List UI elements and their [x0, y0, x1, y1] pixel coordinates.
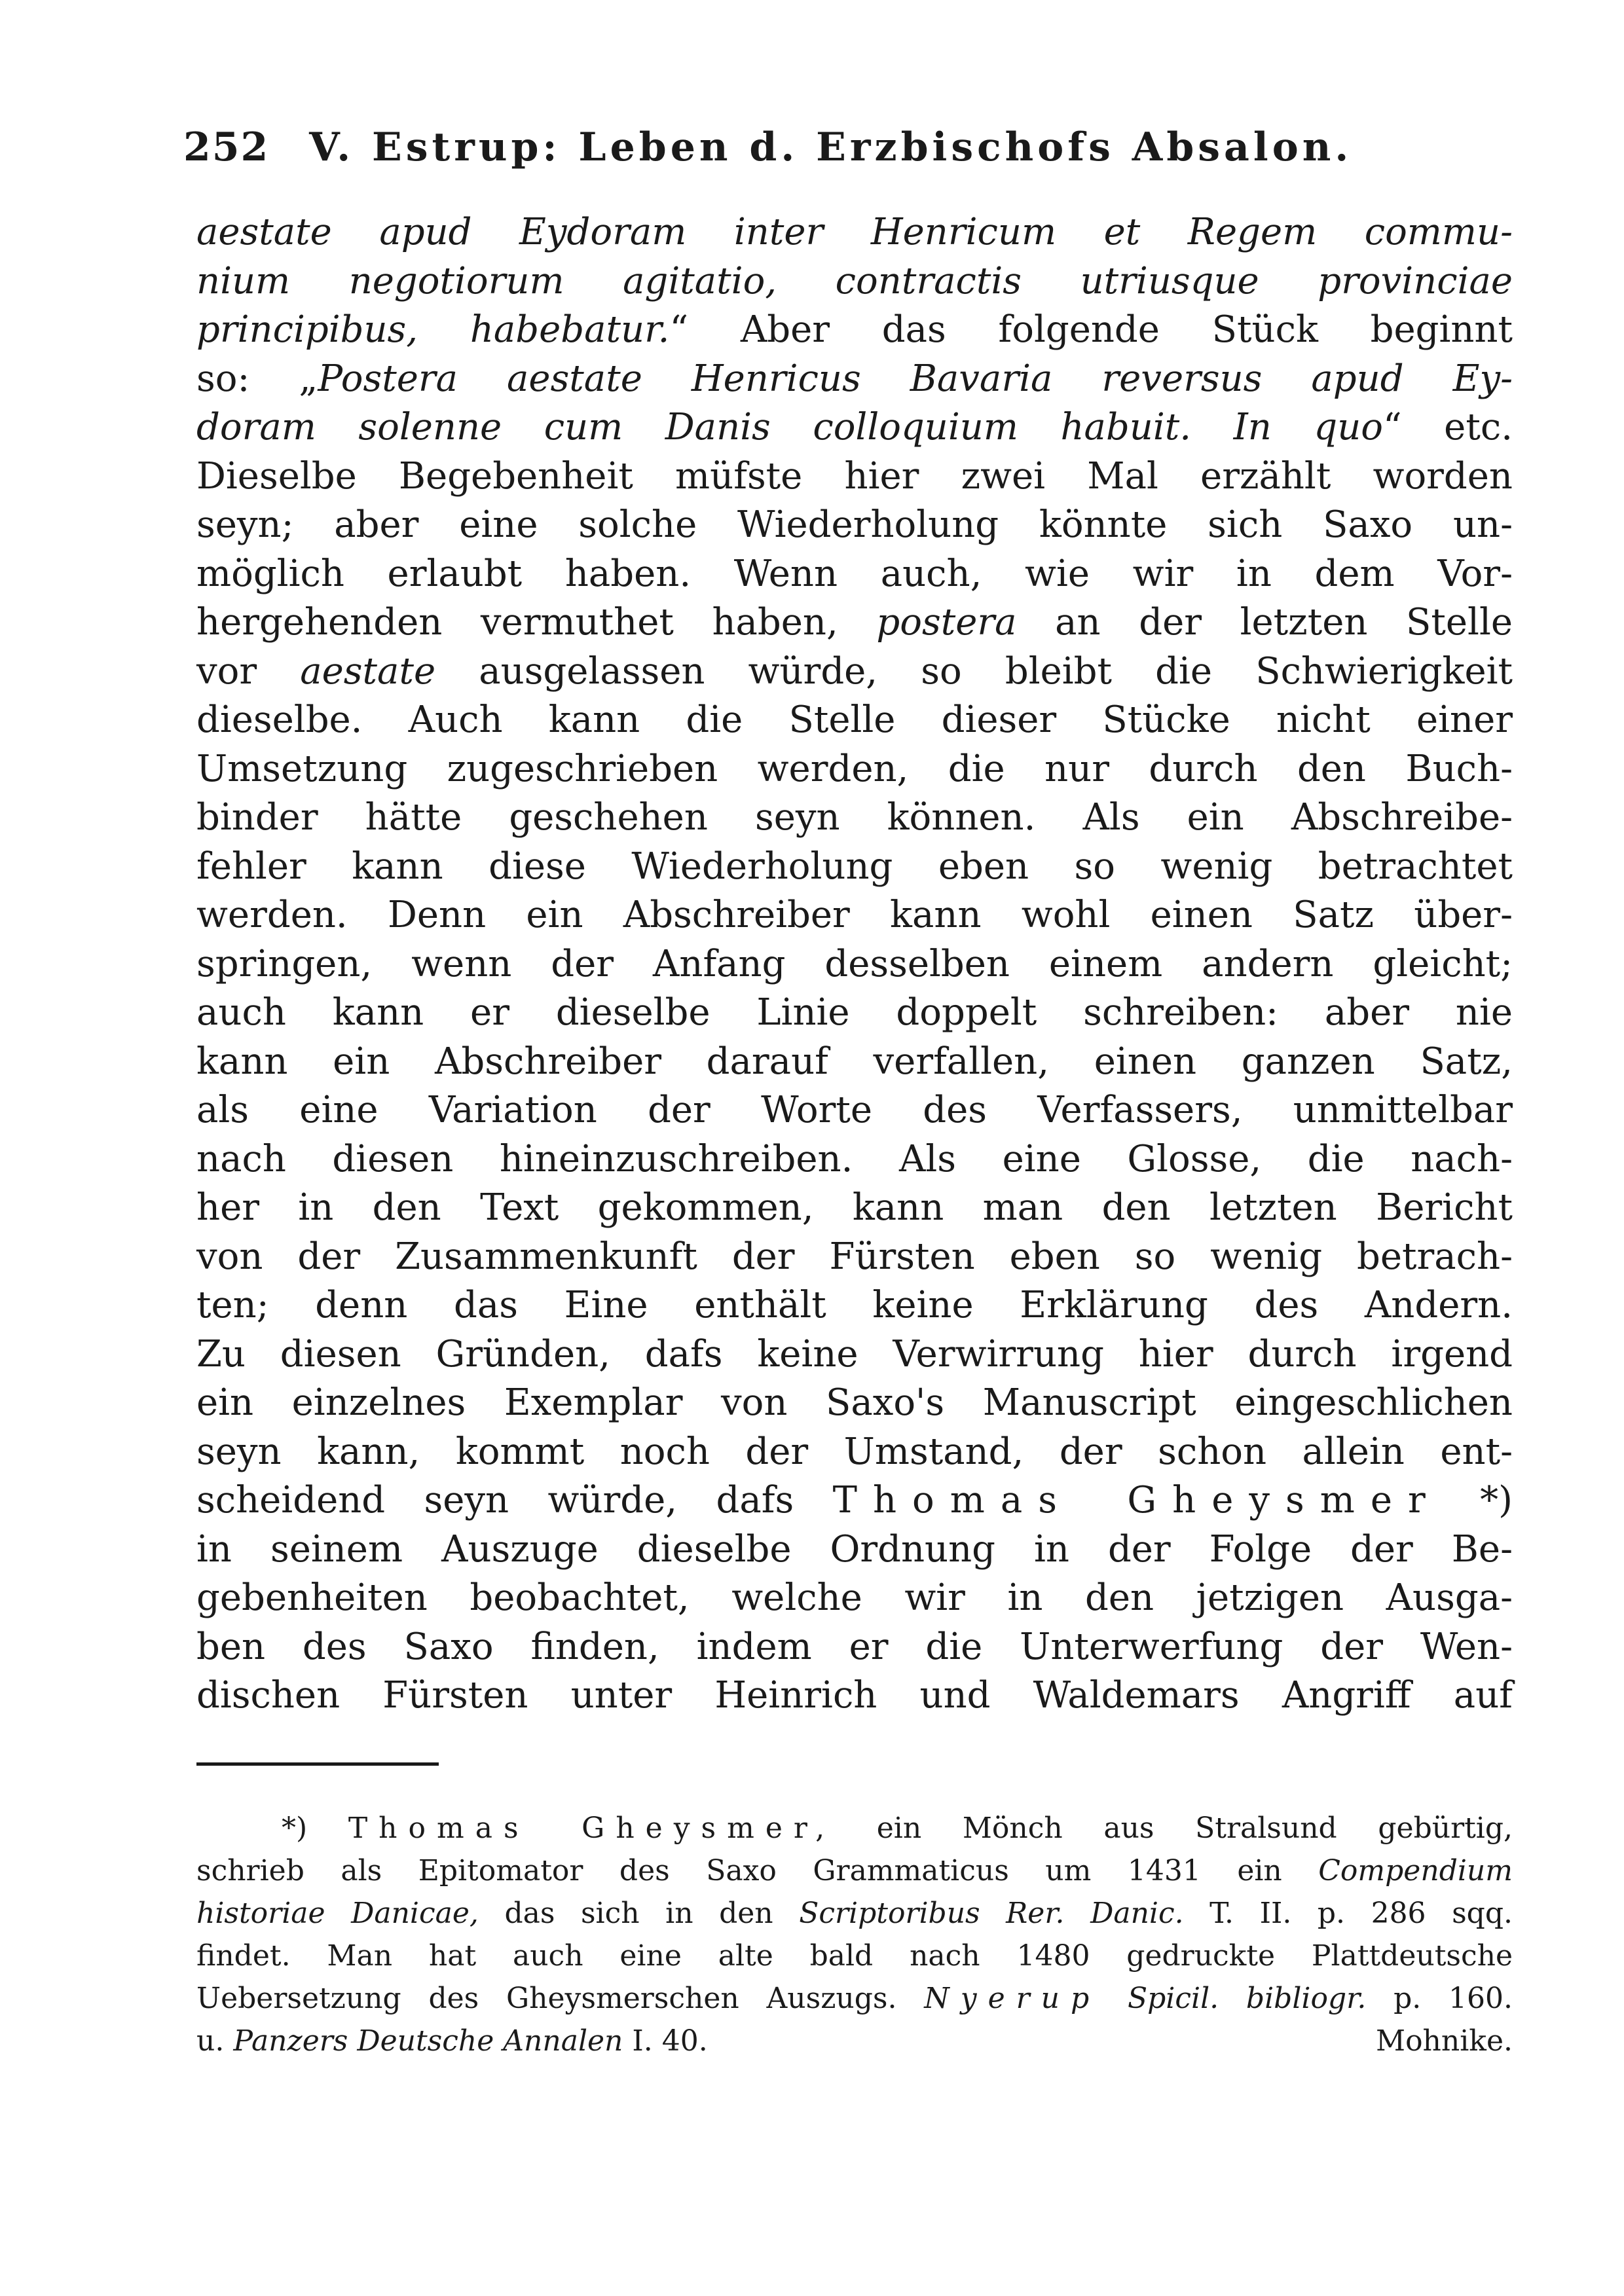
text-run: dieselbe. Auch kann die Stelle dieser Stücke nicht einer — [196, 699, 1513, 741]
text-line — [196, 1281, 1513, 1330]
text-line — [196, 745, 1513, 794]
text-run: fehler kann diese Wiederholung eben so wenig betrachtet — [196, 845, 1513, 888]
text-run: T. II. p. 286 sqq. — [1183, 1897, 1513, 1930]
text-run: als eine Variation der Worte des Verfassers, unmittelbar — [196, 1089, 1513, 1131]
page-number: 252 — [183, 124, 270, 170]
italic-text: principibus, habebatur. — [196, 308, 670, 351]
text-run: ausgelassen würde, so bleibt die Schwierigkeit — [435, 649, 1513, 693]
text-line — [196, 550, 1513, 599]
text-run: “ Aber das folgende Stück beginnt — [669, 308, 1513, 351]
text-line — [196, 1379, 1513, 1428]
text-run: Umsetzung zugeschrieben werden, die nur durch den Buch- — [196, 747, 1513, 790]
text-line — [196, 647, 1513, 697]
text-line — [196, 452, 1513, 501]
text-line — [196, 1086, 1513, 1135]
italic-text: Postera aestate Henricus Bavaria reversus apud Ey- — [318, 357, 1513, 400]
text-run: u. — [196, 2024, 234, 2058]
text-run: seyn; aber eine solche Wiederholung könnte sich Saxo un- — [196, 503, 1513, 546]
footnote-line — [196, 1850, 1513, 1892]
body-text — [196, 208, 1513, 1721]
italic-text: nium negotiorum agitatio, contractis utriusque provinciae — [196, 259, 1513, 302]
spaced-name: Thomas Gheysmer, — [348, 1812, 836, 1845]
text-run: so: „ — [196, 357, 318, 400]
italic-text: Compendium — [1318, 1854, 1513, 1887]
text-run: ein einzelnes Exemplar von Saxo's Manuscript eingeschlichen — [196, 1381, 1513, 1424]
text-line — [196, 1233, 1513, 1282]
text-line — [196, 1671, 1513, 1721]
text-line — [196, 403, 1513, 452]
text-line — [196, 1184, 1513, 1233]
footnote — [196, 1807, 1513, 2062]
text-line — [196, 843, 1513, 892]
text-line — [196, 891, 1513, 940]
italic-text: Panzers Deutsche Annalen — [233, 2024, 623, 2058]
text-run: binder hätte geschehen seyn können. Als ein Abschreibe- — [196, 796, 1513, 839]
text-line — [196, 1525, 1513, 1575]
text-run: I. 40. — [623, 2024, 708, 2058]
footnote-line — [196, 1935, 1513, 1977]
text-run: ben des Saxo finden, indem er die Unterwerfung der Wen- — [196, 1625, 1513, 1668]
text-line — [196, 940, 1513, 989]
text-line — [196, 989, 1513, 1038]
text-run: *) — [1441, 1479, 1513, 1522]
text-line — [196, 257, 1513, 306]
italic-text: Scriptoribus Rer. Danic. — [799, 1897, 1184, 1930]
text-line — [196, 1330, 1513, 1379]
italic-text: doram solenne cum Danis colloquium habuit. In quo — [196, 406, 1383, 448]
text-run: seyn kann, kommt noch der Umstand, der schon allein ent- — [196, 1430, 1513, 1473]
text-run: vor — [196, 649, 301, 693]
italic-text: Nyerup — [924, 1982, 1101, 2015]
footnote-separator — [196, 1762, 439, 1766]
text-run: *) — [282, 1812, 348, 1845]
text-run: gebenheiten beobachtet, welche wir in den jetzigen Ausga- — [196, 1576, 1513, 1619]
text-run: “ etc. — [1383, 406, 1513, 448]
text-line — [196, 208, 1513, 257]
text-run: dischen Fürsten unter Heinrich und Waldemars Angriff auf — [196, 1674, 1513, 1717]
text-run: Zu diesen Gründen, dafs keine Verwirrung hier durch irgend — [196, 1332, 1513, 1376]
text-run: schrieb als Epitomator des Saxo Grammaticus um 1431 ein — [196, 1854, 1319, 1887]
text-line — [196, 1574, 1513, 1623]
footnote-line — [196, 2020, 1513, 2062]
footnote-line — [196, 1892, 1513, 1935]
running-header — [183, 124, 1486, 170]
text-line — [196, 1038, 1513, 1087]
text-run: werden. Denn ein Abschreiber kann wohl einen Satz über- — [196, 894, 1513, 936]
text-line — [196, 1135, 1513, 1184]
text-run: scheidend seyn würde, dafs — [196, 1479, 833, 1522]
text-run: springen, wenn der Anfang desselben einem andern gleicht; — [196, 942, 1513, 985]
text-line — [196, 598, 1513, 647]
text-line — [196, 696, 1513, 745]
text-run: her in den Text gekommen, kann man den letzten Bericht — [196, 1186, 1513, 1229]
footnote-line — [196, 1977, 1513, 2020]
text-run: kann ein Abschreiber darauf verfallen, einen ganzen Satz, — [196, 1040, 1513, 1083]
text-run: hergehenden vermuthet haben, — [196, 601, 877, 644]
spaced-name: Thomas Gheysmer — [832, 1479, 1441, 1522]
text-run — [1100, 1982, 1128, 2015]
text-run: an der letzten Stelle — [1016, 601, 1513, 644]
text-line — [196, 501, 1513, 550]
text-run: auch kann er dieselbe Linie doppelt schreiben: aber nie — [196, 991, 1513, 1034]
text-line — [196, 1623, 1513, 1672]
text-run: Uebersetzung des Gheysmerschen Auszugs. — [196, 1982, 925, 2015]
text-run: findet. Man hat auch eine alte bald nach 1480 gedruckte Plattdeutsche — [196, 1939, 1513, 1973]
text-run: ten; denn das Eine enthält keine Erklärung des Andern. — [196, 1284, 1513, 1326]
italic-text: aestate apud Eydoram inter Henricum et Regem commu- — [196, 211, 1513, 253]
running-title: V. Estrup: Leben d. Erzbischofs Absalon. — [309, 124, 1353, 170]
text-run: Dieselbe Begebenheit müfste hier zwei Mal erzählt worden — [196, 454, 1513, 498]
text-line — [196, 355, 1513, 404]
text-line — [196, 793, 1513, 843]
italic-text: aestate — [300, 649, 436, 693]
text-line — [196, 1476, 1513, 1525]
text-line — [196, 1428, 1513, 1477]
text-run: ein Mönch aus Stralsund gebürtig, — [836, 1812, 1513, 1845]
text-run: in seinem Auszuge dieselbe Ordnung in der Folge der Be- — [196, 1527, 1513, 1571]
italic-text: historiae Danicae, — [196, 1897, 479, 1930]
text-run: das sich in den — [478, 1897, 800, 1930]
text-run: von der Zusammenkunft der Fürsten eben so wenig betrach- — [196, 1235, 1513, 1278]
italic-text: Spicil. bibliogr. — [1127, 1982, 1367, 2015]
italic-text: postera — [876, 601, 1017, 644]
text-run: möglich erlaubt haben. Wenn auch, wie wir in dem Vor- — [196, 552, 1513, 595]
footnote-signature: Mohnike. — [1376, 2024, 1513, 2058]
text-run: nach diesen hineinzuschreiben. Als eine Glosse, die nach- — [196, 1137, 1513, 1180]
footnote-line — [196, 1807, 1513, 1850]
text-line — [196, 306, 1513, 355]
text-run: p. 160. — [1366, 1982, 1513, 2015]
